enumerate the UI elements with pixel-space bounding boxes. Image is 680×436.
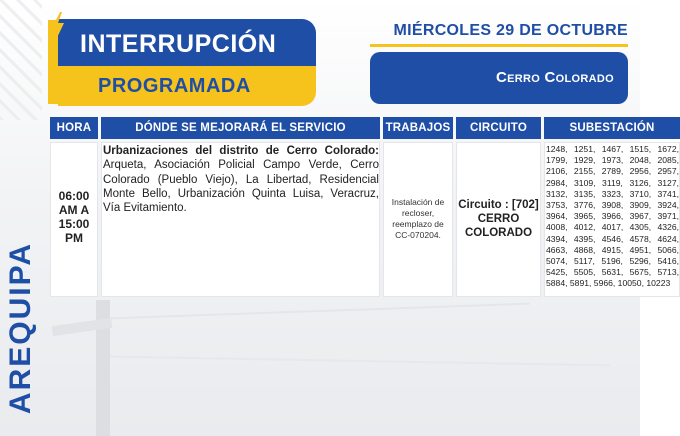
donde-title: Urbanizaciones del distrito de Cerro Colorado:: [103, 145, 379, 157]
donde-value: [103, 144, 379, 215]
cell-hora: [50, 142, 98, 297]
date-label: MIÉRCOLES 29 DE OCTUBRE: [393, 22, 628, 39]
tower-silhouette: [0, 0, 42, 120]
title-line2: PROGRAMADA: [98, 75, 251, 97]
outage-table: [50, 117, 679, 297]
cell-trabajos: [383, 142, 453, 297]
title-line1: INTERRUPCIÓN: [80, 30, 277, 58]
place-label: Cerro Colorado: [495, 69, 614, 86]
place-banner: [370, 52, 628, 104]
cell-circuito: [456, 142, 541, 297]
circuito-value: Circuito : [702] CERRO COLORADO: [458, 199, 539, 239]
power-line: [110, 303, 530, 320]
region-sidebar: [0, 110, 42, 436]
hora-value: 06:00 AM A 15:00 PM: [58, 189, 90, 245]
header-trabajos: TRABAJOS: [383, 117, 453, 139]
trabajos-value: Instalación de recloser, reemplazo de CC-070204.: [391, 197, 445, 240]
subestacion-value: 1248, 1251, 1467, 1515, 1672, 1799, 1929, 1973, 2048, 2085, 2106, 2155, 2789, 2956, 2957, 2984, 3109, 3119, 3126, 3127, 3132, 3135, 3323, 3710, 3741, 3753, 3776, 3908, 3909, 3924, 3964, 3965, 3966, 3967, 3971, 4008, 4012, 4017, 4305, 4326, 4394, 4395, 4546, 4578, 4624, 4663, 4868, 4915, 4951, 5066, 5074, 5117, 5196, 5296, 5416, 5425, 5505, 5631, 5675, 5713, 5884, 5891, 5966, 10050, 10223: [546, 144, 679, 289]
header-donde: DÓNDE SE MEJORARÁ EL SERVICIO: [101, 117, 380, 139]
subtitle-banner: [58, 66, 316, 106]
donde-body: Arqueta, Asociación Policial Campo Verde, Cerro Colorado (Pueblo Viejo), La Libertad, Residencial Monte Bello, Urbanización Quinta Luisa, Veracruz, Vía Evitamiento.: [103, 159, 379, 215]
header-subestacion: SUBESTACIÓN: [544, 117, 680, 139]
title-banner: [58, 19, 316, 69]
region-label: AREQUIPA: [4, 241, 37, 415]
lightning-bolt-icon: [50, 12, 66, 42]
header-hora: HORA: [50, 117, 98, 139]
header-circuito: CIRCUITO: [456, 117, 541, 139]
date-underline: [370, 44, 628, 47]
power-line: [110, 356, 610, 367]
